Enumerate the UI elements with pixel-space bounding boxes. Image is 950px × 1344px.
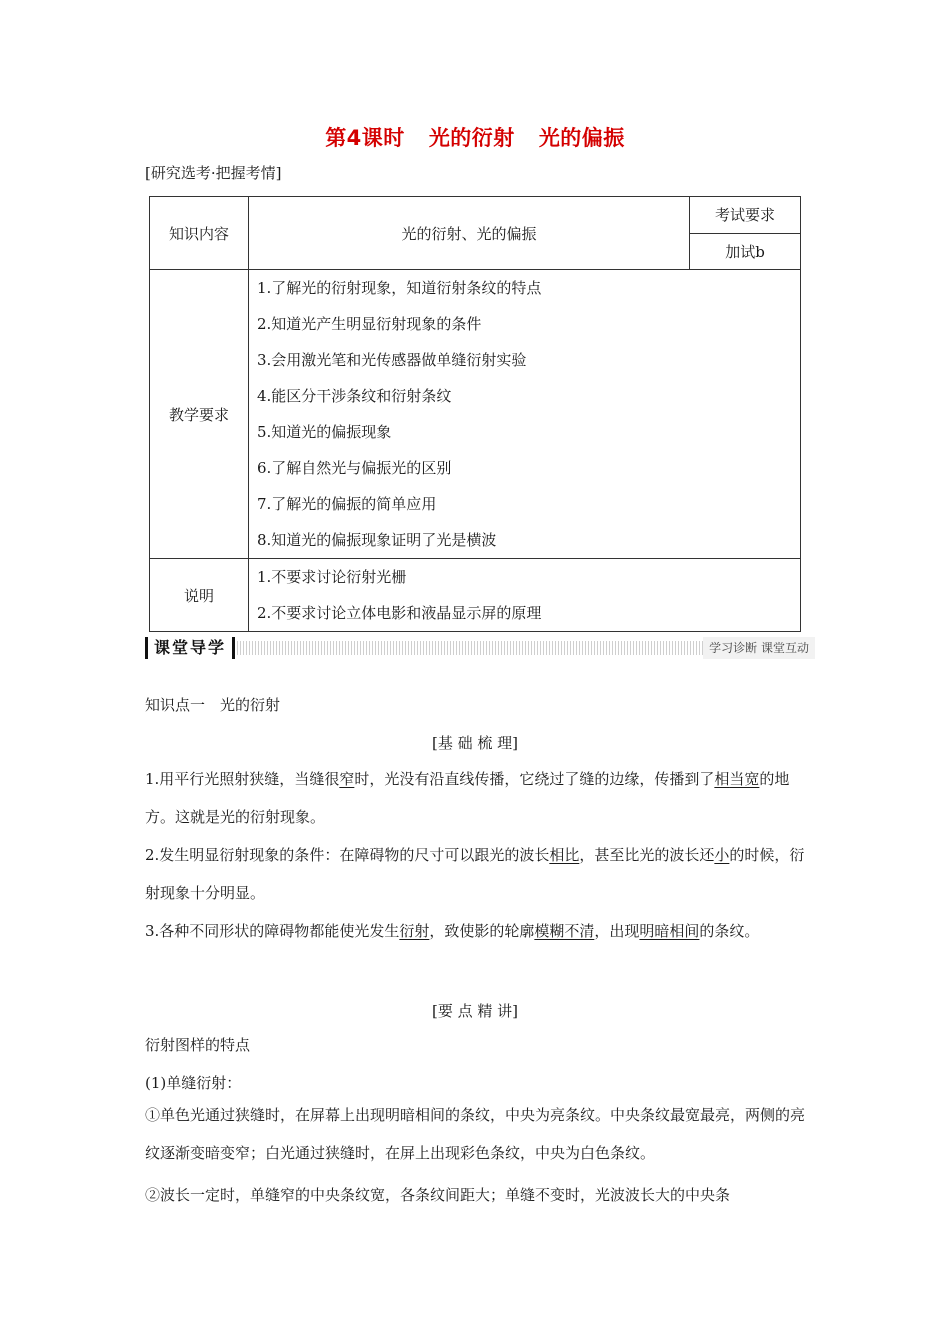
banner-title: 课堂导学	[145, 637, 235, 659]
title-diffraction: 光的衍射	[428, 126, 515, 150]
list-item: 1.不要求讨论衍射光栅	[257, 568, 407, 586]
classroom-banner	[145, 637, 815, 659]
list-item: 2.知道光产生明显衍射现象的条件	[257, 315, 482, 333]
requirements-table	[149, 196, 801, 632]
knowledge-point-heading: 知识点一 光的衍射	[145, 696, 281, 714]
paragraph-3: 3.各种不同形状的障碍物都能使光发生衍射，致使影的轮廓模糊不清，出现明暗相间的条纹。	[145, 922, 760, 940]
list-item: 4.能区分干涉条纹和衍射条纹	[257, 387, 452, 405]
single-slit-point-2: ②波长一定时，单缝窄的中央条纹宽，各条纹间距大；单缝不变时，光波波长大的中央条	[145, 1186, 731, 1204]
list-item: 3.会用激光笔和光传感器做单缝衍射实验	[257, 351, 527, 369]
knowledge-content: 光的衍射、光的偏振	[249, 197, 690, 270]
list-item: 8.知道光的偏振现象证明了光是横波	[257, 531, 497, 549]
key-points-heading: [要 点 精 讲]	[431, 1002, 518, 1020]
list-item: 1.了解光的衍射现象，知道衍射条纹的特点	[257, 279, 542, 297]
section-label: [研究选考·把握考情]	[145, 164, 282, 182]
knowledge-label: 知识内容	[150, 197, 249, 270]
notes-label: 说明	[150, 559, 249, 632]
title-polarization: 光的偏振	[538, 126, 625, 150]
teaching-list	[249, 270, 801, 559]
teaching-label: 教学要求	[150, 270, 249, 559]
list-item: 6.了解自然光与偏振光的区别	[257, 459, 452, 477]
exam-header: 考试要求	[690, 197, 801, 234]
notes-list	[249, 559, 801, 632]
pattern-title: 衍射图样的特点	[145, 1036, 251, 1054]
single-slit-point-1: ①单色光通过狭缝时，在屏幕上出现明暗相间的条纹，中央为亮条纹。中央条纹最宽最亮，两侧的亮纹逐渐变暗变窄；白光通过狭缝时，在屏上出现彩色条纹，中央为白色条纹。	[145, 1106, 806, 1162]
paragraph-2: 2.发生明显衍射现象的条件：在障碍物的尺寸可以跟光的波长相比，甚至比光的波长还小的时候，衍射现象十分明显。	[145, 846, 805, 902]
page-title	[0, 122, 950, 152]
basics-heading: [基 础 梳 理]	[431, 734, 518, 752]
banner-divider	[237, 641, 715, 655]
exam-value: 加试b	[690, 233, 801, 270]
list-item: 7.了解光的偏振的简单应用	[257, 495, 437, 513]
list-item: 5.知道光的偏振现象	[257, 423, 392, 441]
list-item: 2.不要求讨论立体电影和液晶显示屏的原理	[257, 604, 542, 622]
banner-subtitle: 学习诊断 课堂互动	[703, 637, 815, 659]
lesson-number: 第4课时	[325, 126, 405, 150]
paragraph-1: 1.用平行光照射狭缝，当缝很窄时，光没有沿直线传播，它绕过了缝的边缘，传播到了相当宽的地方。这就是光的衍射现象。	[145, 770, 790, 826]
single-slit-heading: (1)单缝衍射：	[145, 1074, 242, 1092]
